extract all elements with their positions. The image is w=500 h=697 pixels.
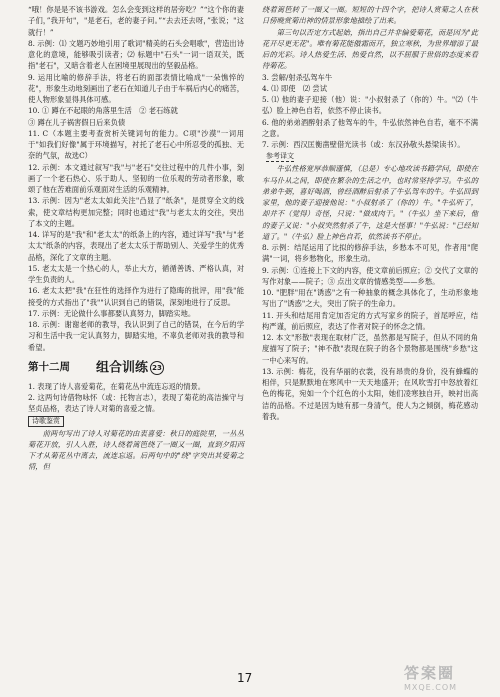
- answer-paragraph: 18. 示例：谢谢老师的教导，我认识到了自己的错误，在今后的学习和生活中我一定认真努力，脚踏实地，不辜负老师对我的教导和希望。: [28, 320, 244, 352]
- answer-paragraph: 8. 示例：⑴ 文题巧妙地引用了歌词"精美的石头会唱歌"，营造出诗意化的意境，能够吸引读者；⑵ 标题中"石头"一词一语双关，既指"老石"，又暗含着老人在困境里展现出的坚毅品格。: [28, 38, 244, 71]
- week-label: 第十二周: [28, 361, 70, 374]
- answer-list-top: [28, 4, 244, 353]
- answer-paragraph: 7. 示例：西汉匡衡凿壁借光读书（或：东汉孙敬头悬梁读书）。: [262, 140, 465, 149]
- watermark-url: MXQE.COM: [404, 683, 458, 692]
- answer-paragraph: 11. C（本题主要考查赏析关键词句的能力。C项"沙漠"一词用于"如我们好像"属于环境描写，衬托了老石心中所忍受的孤独、无奈的气氛，故选C）: [28, 128, 244, 161]
- answer-paragraph: 14. 详写的是"我"和"老太太"的纸条上的内容，通过详写"我"与"老太太"纸条的内容，表现出了老太太乐于帮助别人、关爱学生的优秀品格，深化了文章的主题。: [28, 230, 244, 262]
- appreciation-paragraph: 绕着篱笆转了一圈又一圈。短短的十四个字，把诗人赏菊之人在秋日傍晚赏菊出神的情景形象地描绘了出来。: [262, 5, 478, 26]
- answer-paragraph: ③ 蹲在儿子祸害假日后来负债: [28, 117, 126, 127]
- answer-paragraph: 9. 示例：①连接上下文的内容，使文章前后照应；② 交代了文章的写作对象——院子；③ 点出文章的情感类型——乡愁。: [262, 265, 478, 286]
- answer-paragraph: 16. 老太太把"我"在狂性的选择作为进行了隐晦的批评，用"我"能接受的方式指出了"我""认识到自己的错误，深刻地进行了反思。: [28, 286, 244, 307]
- answer-paragraph: 12. 示例：本文通过叙写"我"与"老石"交往过程中的几件小事，刻画了一个老石热心、乐于助人、坚韧的一位乐观的劳动者形象，歌颂了他在苦难面前乐观面对生活的乐观精神。: [28, 162, 244, 194]
- answer-paragraph: 3. 尝解/射杀弘驾车牛: [262, 72, 333, 82]
- answer-paragraph: 10. "肥胖"用在"诱惑"之有一种抽象的概念具体化了，生动形象地写出了"诱惑"之大，突出了院子的生命力。: [262, 288, 478, 309]
- answer-paragraph: 2. 这两句诗借物咏怀（或：托物言志），表现了菊花的高洁操守与坚贞品格，表达了诗人对菊的喜爱之情。: [28, 393, 244, 414]
- section-title: [96, 361, 164, 375]
- watermark-text: 答案圈: [404, 664, 456, 682]
- answer-paragraph: 6. 他的弟弟酒醉射杀了他驾车的牛，牛弘依然神色自若，毫不不满之意。: [262, 117, 478, 138]
- appreciation-paragraph: 第三句以否定方式起始，指出自己并非偏爱菊花，而是因为"此花开尽更无花"。唯有菊花能傲霜而开，独立寒秋，为世界增添了最后的光彩。诗人热爱生活、热爱自然，以不屈服于世俗的态度来看待菊花。: [262, 27, 478, 71]
- answer-paragraph: 1. 表现了诗人喜爱菊花，在菊花丛中流连忘返的情景。: [28, 381, 206, 391]
- week-header: [28, 358, 244, 378]
- answer-paragraph: 5. ⑴ 他的妻子迎接（他）说："小叔射杀了（你的）牛。"⑵（牛弘）脸上神色自若，依然不停止读书。: [262, 95, 478, 116]
- answer-paragraph: 17. 示例：无论做什么事都要认真努力，脚踏实地。: [28, 308, 196, 318]
- answer-paragraph: 10. ① 蹲在不起眼的角落里生活 ② 老石练就: [28, 106, 178, 116]
- answer-paragraph: 4. ⑴ 即使 ⑵ 尝试: [262, 83, 327, 93]
- left-column: [28, 4, 244, 473]
- site-watermark: [404, 662, 492, 692]
- answer-paragraph: 13. 示例：梅花，没有华丽的衣裳，没有昂贵的身价，没有蜂蝶的相伴，只是默默地在寒风中一天天地盛开；在风吹雪打中怒放着红色的梅花，宛如一个个红色的小太阳，她们凌寒独自开，映衬出高洁的品格。不过是因为她有那一身清气，使人为之倾倒，梅花感动着我。: [262, 366, 478, 421]
- answer-paragraph: 15. 老太太是一个热心的人，举止大方，循循善诱、严格认真，对学生负责的人。: [28, 263, 244, 284]
- answer-paragraph: “哦！你是是不该书游戏。怎么会变到这样的居旁吃？”“这个你的妻子们，”我开句"，"是老石，老的妻子问。”“去去还去呀，”张说；"这就行！”: [28, 5, 244, 37]
- page-number: 17: [237, 671, 253, 685]
- answer-paragraph: 13. 示例：因为"老太太如此关注"凸显了"纸条"，是贯穿全文的线索，使文章结构更加完整；同时也通过"我"与老太太的交往，突出了本文的主题。: [28, 196, 244, 228]
- translation-paragraph: 牛弘性格宽厚恭顺谨慎，（总是）专心地攻读书籍学问，即使在车马仆从之间，即使在繁杂的生活之中，也时常坚持学习。牛弘的弟弟牛弼，喜好喝酒，曾经酒醉后射杀了牛弘驾车的牛。牛弘回到家里，他的妻子迎接他说："小叔射杀了（你的）牛。"牛弘听了，却并不（觉得）奇怪，只说："做成肉干。"（牛弘）坐下来后，他的妻子又说："小叔突然射杀了牛，这是大怪事！"牛弘说："已经知道了。"（牛弘）脸上神色自若，依然读书不停止。: [262, 164, 478, 241]
- section-title-text: 组合训练: [96, 360, 149, 376]
- answer-paragraph: 9. 运用比喻的修辞手法，将老石的面部表情比喻成"一朵憔悴的花"，形象生动地刻画出了老石在知道儿子由于车祸后内心的痛苦，使人物形象显得具体可感。: [28, 72, 244, 104]
- appreciation-paragraph: 前两句写出了诗人对菊花的由衷喜爱：秋日的庭院里，一丛丛菊花开放，引人入胜，诗人绕着篱笆绕了一圈又一圈，直到夕阳西下才从菊花丛中离去，流连忘返。后两句中的"绕"字突出其爱菊之情，但: [28, 428, 244, 472]
- answer-paragraph: 8. 示例：结尾运用了比拟的修辞手法，乡愁本不可见，作者用"爬满"一词，将乡愁物化，形象生动。: [262, 243, 478, 264]
- poetry-appreciation-tag: 诗歌鉴赏: [28, 416, 64, 427]
- answer-paragraph: 12. 本文"形散"表现在取材广泛，虽然都是写院子，但从不同的角度描写了院子；"神不散"表现在院子的各个景物都是围绕"乡愁"这一中心来写的。: [262, 333, 478, 365]
- right-column: [262, 4, 478, 422]
- answer-paragraph: 11. 开头和结尾用肯定加否定的方式写家乡的院子，首尾呼应，结构严谨，前后照应，表达了作者对院子的怀念之情。: [262, 310, 478, 331]
- reference-translation-tag: 参考译文: [266, 152, 294, 161]
- section-number-badge: 23: [150, 361, 164, 375]
